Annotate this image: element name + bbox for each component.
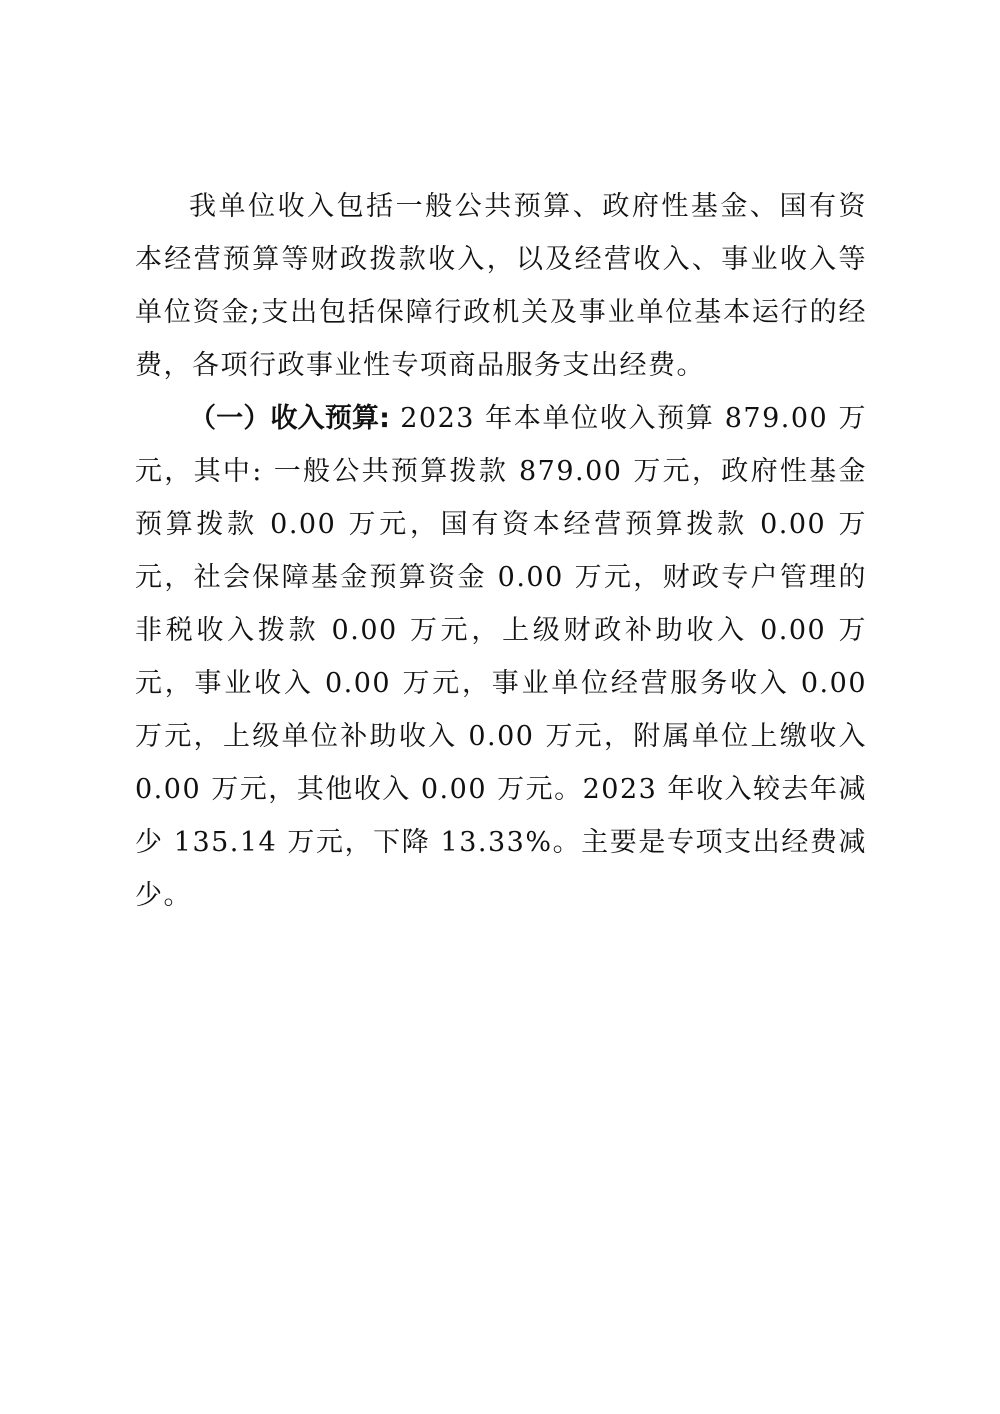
document-body (135, 180, 867, 922)
section-body-text: 2023 年本单位收入预算 879.00 万元，其中: 一般公共预算拨款 879.00 万元，政府性基金预算拨款 0.00 万元，国有资本经营预算拨款 0.00 万元，社会保障基金预算资金 0.00 万元，财政专户管理的非税收入拨款 0.00 万元，上级财政补助收入 0.00 万元，事业收入 0.00 万元，事业单位经营服务收入 0.00 万元，上级单位补助收入 0.00 万元，附属单位上缴收入 0.00 万元，其他收入 0.00 万元。2023 年收入较去年减少 135.14 万元，下降 13.33%。主要是专项支出经费减少。 (135, 403, 867, 911)
section-heading: （一）收入预算: (189, 403, 390, 434)
income-budget-paragraph (135, 392, 867, 922)
intro-paragraph: 我单位收入包括一般公共预算、政府性基金、国有资本经营预算等财政拨款收入，以及经营收入、事业收入等单位资金;支出包括保障行政机关及事业单位基本运行的经费，各项行政事业性专项商品服务支出经费。 (135, 191, 867, 381)
